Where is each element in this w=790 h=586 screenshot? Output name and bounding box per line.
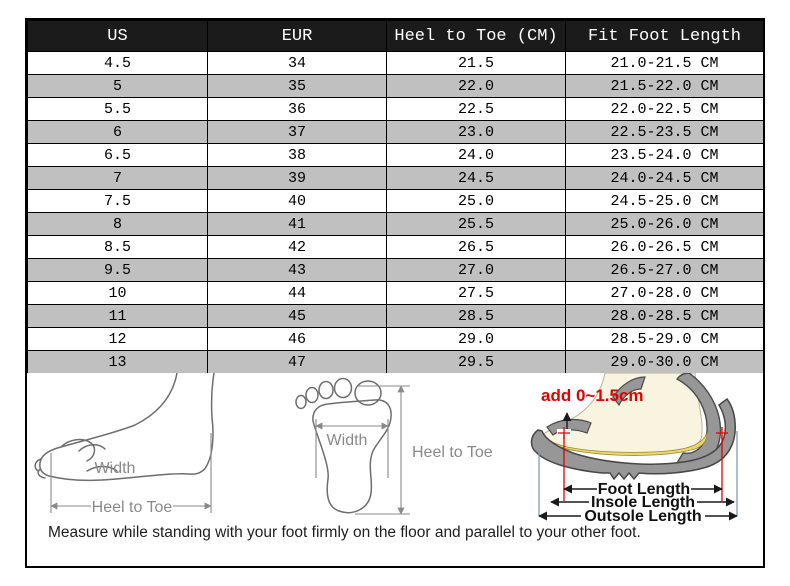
table-cell: 24.0-24.5 CM xyxy=(566,167,764,190)
table-cell: 22.0-22.5 CM xyxy=(566,98,764,121)
header-fit-foot-length: Fit Foot Length xyxy=(566,21,764,52)
header-row xyxy=(28,21,764,52)
insole-length-label: Insole Length xyxy=(591,494,695,511)
table-row xyxy=(28,144,764,167)
table-cell: 38 xyxy=(208,144,387,167)
table-row xyxy=(28,282,764,305)
table-row xyxy=(28,52,764,75)
table-cell: 7.5 xyxy=(28,190,208,213)
table-cell: 27.0-28.0 CM xyxy=(566,282,764,305)
top-foot-heel-toe-label: Heel to Toe xyxy=(412,444,493,461)
table-row xyxy=(28,75,764,98)
toe-2 xyxy=(335,379,352,398)
table-cell: 29.0-30.0 CM xyxy=(566,351,764,374)
table-cell: 21.0-21.5 CM xyxy=(566,52,764,75)
table-cell: 43 xyxy=(208,259,387,282)
table-row xyxy=(28,98,764,121)
side-foot-heel-toe-label: Heel to Toe xyxy=(91,499,173,516)
measure-instruction: Measure while standing with your foot firmly on the floor and parallel to your other foot. xyxy=(48,524,641,541)
table-cell: 24.0 xyxy=(387,144,566,167)
table-cell: 47 xyxy=(208,351,387,374)
table-cell: 39 xyxy=(208,167,387,190)
table-cell: 28.5-29.0 CM xyxy=(566,328,764,351)
table-cell: 22.5 xyxy=(387,98,566,121)
table-cell: 11 xyxy=(28,305,208,328)
toe-5 xyxy=(296,396,306,409)
header-eur: EUR xyxy=(208,21,387,52)
side-foot-width-label: Width xyxy=(94,460,136,477)
table-row xyxy=(28,121,764,144)
table-cell: 5.5 xyxy=(28,98,208,121)
top-foot-diagram xyxy=(296,379,493,515)
table-cell: 37 xyxy=(208,121,387,144)
table-cell: 12 xyxy=(28,328,208,351)
table-cell: 27.5 xyxy=(387,282,566,305)
size-table-header xyxy=(28,21,764,52)
table-cell: 24.5-25.0 CM xyxy=(566,190,764,213)
table-cell: 9.5 xyxy=(28,259,208,282)
header-heel-to-toe: Heel to Toe (CM) xyxy=(387,21,566,52)
size-table-body xyxy=(28,52,764,374)
shoe-diagram xyxy=(531,373,737,525)
table-cell: 27.0 xyxy=(387,259,566,282)
top-foot-width-label: Width xyxy=(326,432,368,449)
table-cell: 34 xyxy=(208,52,387,75)
table-row xyxy=(28,167,764,190)
measurement-panel xyxy=(27,373,763,566)
table-cell: 23.0 xyxy=(387,121,566,144)
table-cell: 46 xyxy=(208,328,387,351)
table-cell: 21.5 xyxy=(387,52,566,75)
footprint-outline xyxy=(313,400,391,513)
table-row xyxy=(28,236,764,259)
table-cell: 29.5 xyxy=(387,351,566,374)
table-row xyxy=(28,305,764,328)
table-cell: 28.5 xyxy=(387,305,566,328)
table-cell: 8 xyxy=(28,213,208,236)
table-cell: 26.0-26.5 CM xyxy=(566,236,764,259)
table-cell: 23.5-24.0 CM xyxy=(566,144,764,167)
table-cell: 21.5-22.0 CM xyxy=(566,75,764,98)
table-cell: 41 xyxy=(208,213,387,236)
toe-4 xyxy=(306,388,318,403)
table-cell: 4.5 xyxy=(28,52,208,75)
table-cell: 42 xyxy=(208,236,387,259)
table-cell: 40 xyxy=(208,190,387,213)
size-table xyxy=(27,20,764,374)
table-cell: 10 xyxy=(28,282,208,305)
foot-length-label: Foot Length xyxy=(597,481,691,498)
toe-3 xyxy=(319,382,333,399)
table-cell: 26.5 xyxy=(387,236,566,259)
table-cell: 25.0 xyxy=(387,190,566,213)
header-us: US xyxy=(28,21,208,52)
table-cell: 5 xyxy=(28,75,208,98)
table-cell: 29.0 xyxy=(387,328,566,351)
table-cell: 22.0 xyxy=(387,75,566,98)
add-note-label: add 0~1.5cm xyxy=(541,386,644,405)
table-row xyxy=(28,328,764,351)
table-cell: 45 xyxy=(208,305,387,328)
table-cell: 25.5 xyxy=(387,213,566,236)
size-chart-frame xyxy=(25,18,765,568)
table-cell: 6.5 xyxy=(28,144,208,167)
table-row xyxy=(28,351,764,374)
table-cell: 13 xyxy=(28,351,208,374)
outsole-length-label: Outsole Length xyxy=(584,508,702,525)
table-cell: 22.5-23.5 CM xyxy=(566,121,764,144)
table-cell: 26.5-27.0 CM xyxy=(566,259,764,282)
table-cell: 36 xyxy=(208,98,387,121)
table-cell: 44 xyxy=(208,282,387,305)
table-cell: 25.0-26.0 CM xyxy=(566,213,764,236)
table-row xyxy=(28,213,764,236)
table-cell: 24.5 xyxy=(387,167,566,190)
table-cell: 28.0-28.5 CM xyxy=(566,305,764,328)
table-row xyxy=(28,259,764,282)
table-row xyxy=(28,190,764,213)
table-cell: 8.5 xyxy=(28,236,208,259)
table-cell: 7 xyxy=(28,167,208,190)
table-cell: 6 xyxy=(28,121,208,144)
table-cell: 35 xyxy=(208,75,387,98)
side-foot-diagram xyxy=(35,373,214,516)
